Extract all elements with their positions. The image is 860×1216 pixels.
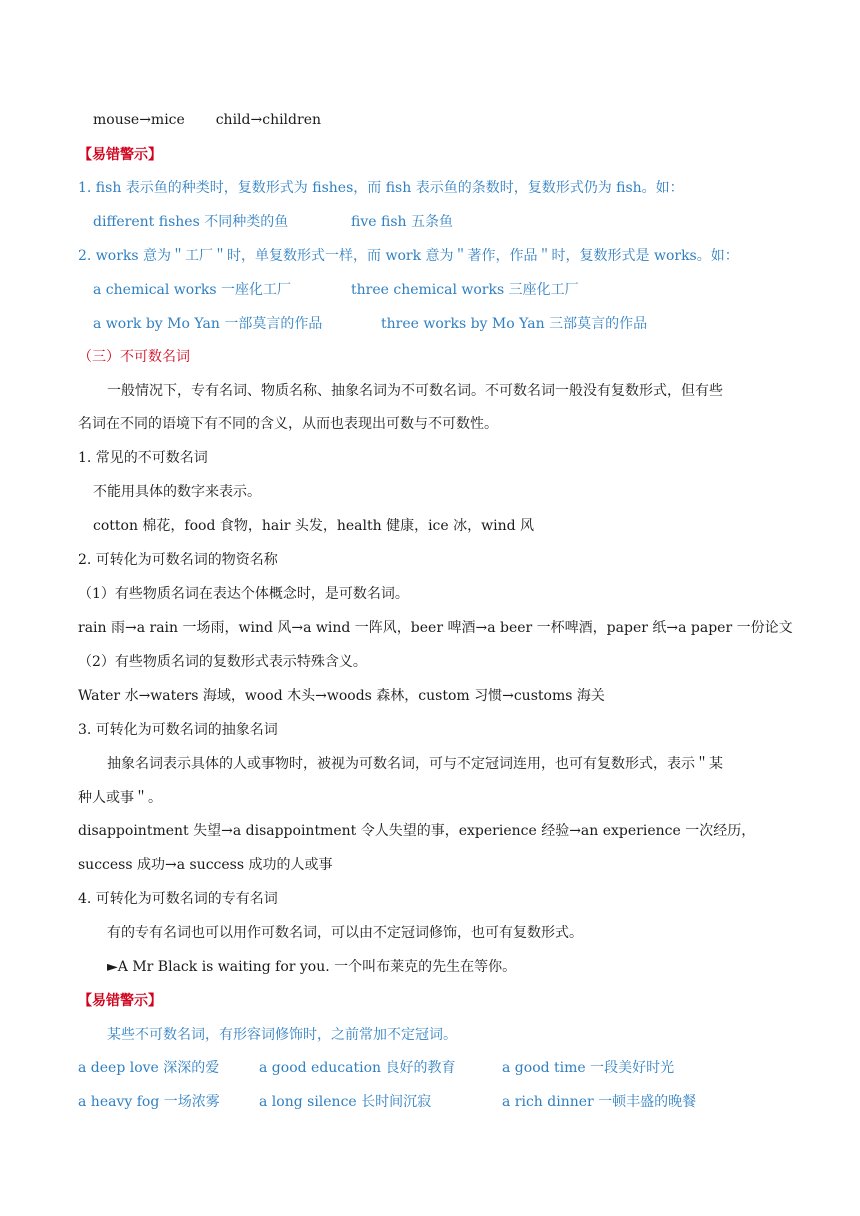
example-text: a good education 良好的教育 <box>259 1060 456 1076</box>
subheading: 4. 可转化为可数名词的专有名词 <box>78 891 278 907</box>
paragraph-text: 抽象名词表示具体的人或事物时，被视为可数名词，可与不定冠词连用，也可有复数形式，表示＂某 <box>107 756 723 772</box>
example-text: different fishes 不同种类的鱼 <box>93 214 289 230</box>
paragraph-text: （1）有些物质名词在表达个体概念时，是可数名词。 <box>78 586 409 602</box>
example-text: a work by Mo Yan 一部莫言的作品 <box>93 316 323 332</box>
section-heading: （三）不可数名词 <box>78 349 190 365</box>
paragraph-text: （2）有些物质名词的复数形式表示特殊含义。 <box>78 654 367 670</box>
warning-point-1: 1. fish 表示鱼的种类时，复数形式为 fishes，而 fish 表示鱼的条数时，复数形式仍为 fish。如： <box>78 180 684 196</box>
example-text: disappointment 失望→a disappointment 令人失望的事，experience 经验→an experience 一次经历， <box>78 823 756 839</box>
example-text: a good time 一段美好时光 <box>502 1060 675 1076</box>
example-text: five fish 五条鱼 <box>351 214 453 230</box>
warning-heading: 【易错警示】 <box>78 993 162 1009</box>
warning-point-2: 2. works 意为＂工厂＂时，单复数形式一样，而 work 意为＂著作，作品＂时，复数形式是 works。如： <box>78 248 739 264</box>
subheading: 3. 可转化为可数名词的抽象名词 <box>78 722 278 738</box>
example-text: a rich dinner 一顿丰盛的晚餐 <box>502 1094 697 1110</box>
warning-text: 某些不可数名词，有形容词修饰时，之前常加不定冠词。 <box>107 1027 457 1043</box>
warning-heading: 【易错警示】 <box>78 147 162 163</box>
plural-example-mouse <box>93 110 321 130</box>
example-text: cotton 棉花，food 食物，hair 头发，health 健康，ice 冰，wind 风 <box>93 518 535 534</box>
paragraph-text: 种人或事＂。 <box>78 790 162 806</box>
paragraph-text: 名词在不同的语境下有不同的含义，从而也表现出可数与不可数性。 <box>78 416 498 432</box>
example-text: a long silence 长时间沉寂 <box>259 1094 432 1110</box>
paragraph-text: 一般情况下，专有名词、物质名称、抽象名词为不可数名词。不可数名词一般没有复数形式，但有些 <box>107 383 723 399</box>
example-text: a heavy fog 一场浓雾 <box>78 1094 220 1110</box>
example-text: mouse→mice <box>93 112 185 128</box>
example-text: Water 水→waters 海域，wood 木头→woods 森林，custom 习惯→customs 海关 <box>78 688 605 704</box>
example-text: three chemical works 三座化工厂 <box>351 282 579 298</box>
example-text: rain 雨→a rain 一场雨，wind 风→a wind 一阵风，beer 啤酒→a beer 一杯啤酒，paper 纸→a paper 一份论文 <box>78 620 793 636</box>
subheading: 1. 常见的不可数名词 <box>78 450 208 466</box>
example-text: three works by Mo Yan 三部莫言的作品 <box>381 316 648 332</box>
example-text: child→children <box>215 112 321 128</box>
example-text: a chemical works 一座化工厂 <box>93 282 292 298</box>
paragraph-text: 不能用具体的数字来表示。 <box>93 484 261 500</box>
subheading: 2. 可转化为可数名词的物资名称 <box>78 552 278 568</box>
example-sentence: ►A Mr Black is waiting for you. 一个叫布莱克的先生在等你。 <box>107 959 517 975</box>
example-text: success 成功→a success 成功的人或事 <box>78 857 333 873</box>
paragraph-text: 有的专有名词也可以用作可数名词，可以由不定冠词修饰，也可有复数形式。 <box>107 925 583 941</box>
example-text: a deep love 深深的爱 <box>78 1060 220 1076</box>
